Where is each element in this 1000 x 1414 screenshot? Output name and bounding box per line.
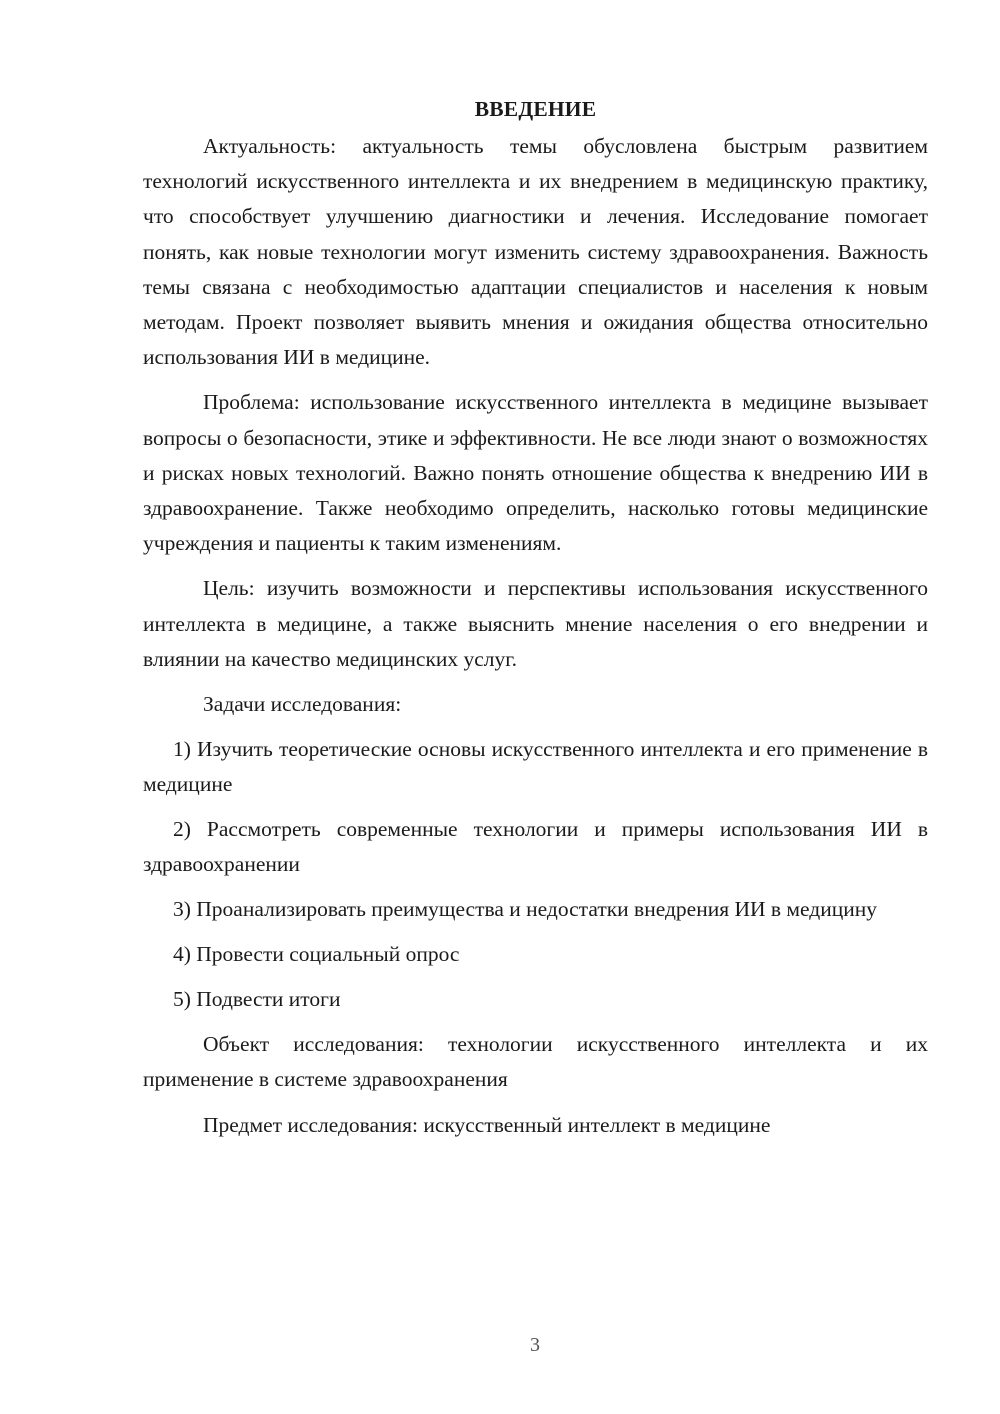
object-paragraph: Объект исследования: технологии искусственного интеллекта и их применение в системе здравоохранения bbox=[143, 1032, 928, 1092]
tasks-list bbox=[143, 732, 928, 1017]
document-page bbox=[143, 92, 928, 1153]
subject-paragraph: Предмет исследования: искусственный интеллект в медицине bbox=[203, 1112, 771, 1137]
list-item: 3) Проанализировать преимущества и недостатки внедрения ИИ в медицину bbox=[173, 897, 878, 922]
page-number: 3 bbox=[530, 1334, 540, 1356]
list-item: 4) Провести социальный опрос bbox=[173, 942, 460, 967]
list-item: 2) Рассмотреть современные технологии и примеры использования ИИ в здравоохранении bbox=[143, 817, 928, 877]
relevance-paragraph: Актуальность: актуальность темы обусловлена быстрым развитием технологий искусственного интеллекта и их внедрением в медицинскую практику, что способствует улучшению диагностики и лечения. Исследование помогает понять, как новые технологии могут изменить систему здравоохранения. Важность темы связана с необходимостью адаптации специалистов и населения к новым методам. Проект позволяет выявить мнения и ожидания общества относительно использования ИИ в медицине. bbox=[143, 134, 928, 370]
goal-paragraph: Цель: изучить возможности и перспективы использования искусственного интеллекта в медицине, а также выяснить мнение населения о его внедрении и влиянии на качество медицинских услуг. bbox=[143, 576, 928, 671]
list-item: 1) Изучить теоретические основы искусственного интеллекта и его применение в медицине bbox=[143, 737, 928, 797]
tasks-heading: Задачи исследования: bbox=[203, 692, 402, 717]
page-title: ВВЕДЕНИЕ bbox=[474, 97, 597, 121]
problem-paragraph: Проблема: использование искусственного интеллекта в медицине вызывает вопросы о безопасности, этике и эффективности. Не все люди знают о возможностях и рисках новых технологий. Важно понять отношение общества к внедрению ИИ в здравоохранение. Также необходимо определить, насколько готовы медицинские учреждения и пациенты к таким изменениям. bbox=[143, 390, 928, 556]
list-item: 5) Подвести итоги bbox=[173, 987, 341, 1012]
